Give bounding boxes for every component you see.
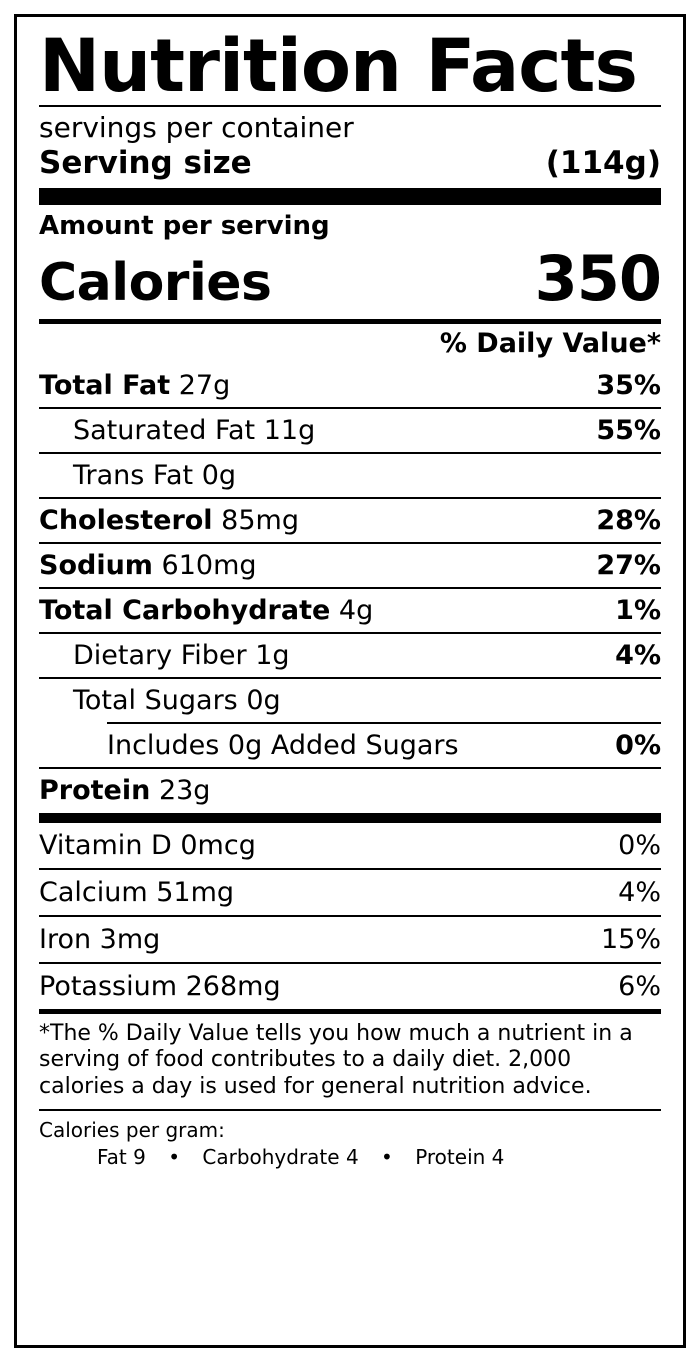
- nutrient-name: Dietary Fiber 1g: [73, 640, 290, 672]
- nutrient-row-sodium: [39, 542, 661, 587]
- nutrient-name: Saturated Fat 11g: [73, 415, 316, 447]
- vitamin-row-calcium: [39, 868, 661, 915]
- divider-thick-top: [39, 188, 661, 205]
- nutrient-percent: 55%: [596, 415, 661, 447]
- nutrient-percent: 4%: [615, 640, 661, 672]
- nutrient-percent: 27%: [596, 550, 661, 582]
- nutrient-name: Total Carbohydrate 4g: [39, 595, 374, 627]
- serving-size-value: (114g): [545, 144, 661, 181]
- calories-per-gram-label: Calories per gram:: [39, 1117, 225, 1142]
- calories-per-gram-carbohydrate: Carbohydrate 4: [202, 1144, 359, 1169]
- calories-row: [39, 242, 661, 319]
- nutrient-name: Cholesterol 85mg: [39, 505, 299, 537]
- nutrient-name: Total Fat 27g: [39, 370, 231, 402]
- daily-value-header: % Daily Value*: [439, 328, 661, 360]
- calories-per-gram-fat: Fat 9: [97, 1144, 146, 1169]
- calories-label: Calories: [39, 253, 272, 314]
- calories-per-gram-protein: Protein 4: [415, 1144, 505, 1169]
- vitamin-name: Iron 3mg: [39, 923, 161, 955]
- vitamin-percent: 15%: [600, 923, 661, 955]
- vitamin-name: Potassium 268mg: [39, 970, 281, 1002]
- daily-value-footnote: *The % Daily Value tells you how much a nutrient in a serving of food contributes to a daily diet. 2,000 calories a day is used for general nutrition advice.: [39, 1020, 633, 1100]
- vitamin-percent: 0%: [618, 829, 661, 861]
- vitamin-row-potassium: [39, 962, 661, 1009]
- bullet-separator-icon: •: [168, 1144, 181, 1169]
- nutrient-percent: 35%: [596, 370, 661, 402]
- calories-value: 350: [534, 242, 661, 316]
- nutrition-facts-label: [14, 14, 686, 1348]
- nutrient-row-saturated-fat: [39, 407, 661, 452]
- nutrient-row-cholesterol: [39, 497, 661, 542]
- amount-per-serving-label: Amount per serving: [39, 210, 330, 241]
- page-title: Nutrition Facts: [39, 24, 637, 109]
- serving-size-row: [39, 145, 661, 188]
- nutrient-name: Sodium 610mg: [39, 550, 257, 582]
- vitamin-row-iron: [39, 915, 661, 962]
- nutrient-row-total-carbohydrate: [39, 587, 661, 632]
- nutrient-name: Protein 23g: [39, 775, 211, 807]
- vitamin-percent: 6%: [618, 970, 661, 1002]
- vitamin-name: Vitamin D 0mcg: [39, 829, 256, 861]
- nutrient-percent: 0%: [615, 730, 661, 762]
- bullet-separator-icon: •: [381, 1144, 393, 1169]
- nutrient-row-protein: [39, 767, 661, 812]
- nutrient-row-total-fat: [39, 364, 661, 407]
- nutrient-row-dietary-fiber: [39, 632, 661, 677]
- vitamin-name: Calcium 51mg: [39, 876, 235, 908]
- nutrient-percent: 1%: [615, 595, 661, 627]
- vitamin-row-vitamin-d: [39, 823, 661, 868]
- calories-per-gram-values: [39, 1143, 661, 1169]
- serving-size-label: Serving size: [39, 144, 252, 181]
- nutrient-name: Trans Fat 0g: [73, 460, 237, 492]
- nutrient-row-total-sugars: [39, 677, 661, 722]
- divider-thick-vitamins: [39, 813, 661, 823]
- nutrient-percent: 28%: [596, 505, 661, 537]
- servings-per-container: servings per container: [39, 110, 354, 144]
- vitamin-percent: 4%: [618, 876, 661, 908]
- nutrient-name: Total Sugars 0g: [73, 685, 281, 717]
- nutrient-name: Includes 0g Added Sugars: [107, 730, 459, 762]
- nutrient-row-added-sugars: [107, 722, 661, 767]
- nutrient-row-trans-fat: [39, 452, 661, 497]
